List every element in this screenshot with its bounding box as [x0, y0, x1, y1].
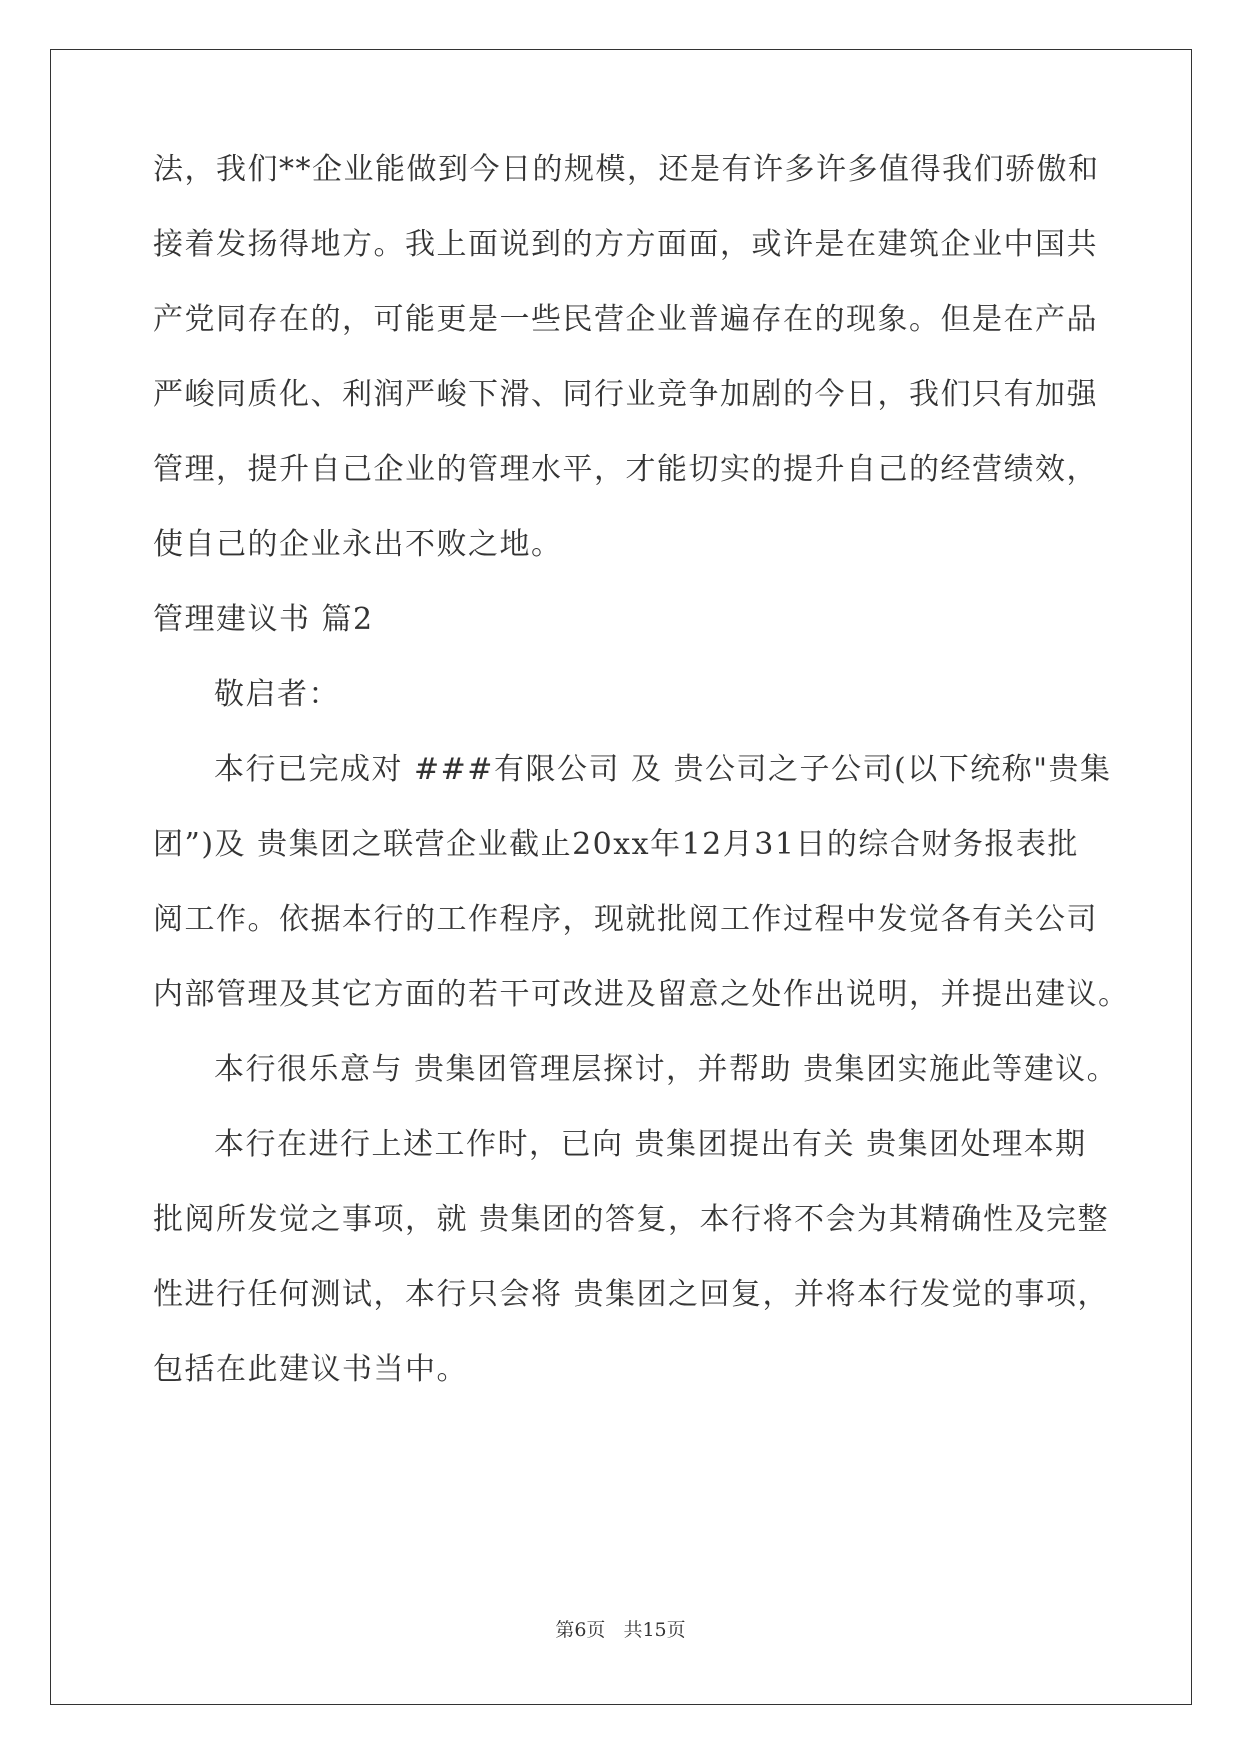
- paragraph-line: 法，我们**企业能做到今日的规模，还是有许多许多值得我们骄傲和: [153, 152, 1100, 187]
- paragraph-line: 阅工作。依据本行的工作程序，现就批阅工作过程中发觉各有关公司: [153, 902, 1098, 937]
- paragraph-line: 本行已完成对 ###有限公司 及 贵公司之子公司(以下统称"贵集: [214, 752, 1112, 787]
- paragraph-line: 使自己的企业永出不败之地。: [153, 527, 563, 562]
- paragraph-line: 管理，提升自己企业的管理水平，才能切实的提升自己的经营绩效，: [153, 452, 1098, 487]
- paragraph-line: 团”)及 贵集团之联营企业截止20xx年12月31日的综合财务报表批: [153, 827, 1079, 862]
- paragraph-line: 接着发扬得地方。我上面说到的方方面面，或许是在建筑企业中国共: [153, 227, 1098, 262]
- page-total: 共15页: [623, 1619, 686, 1641]
- paragraph-line: 产党同存在的，可能更是一些民营企业普遍存在的现象。但是在产品: [153, 302, 1098, 337]
- page-number: 第6页: [555, 1619, 606, 1641]
- page-border: [50, 49, 1192, 1705]
- page-footer: [0, 1618, 1241, 1642]
- paragraph-line: 本行很乐意与 贵集团管理层探讨，并帮助 贵集团实施此等建议。: [214, 1052, 1119, 1087]
- paragraph-line: 本行在进行上述工作时，已向 贵集团提出有关 贵集团处理本期: [214, 1127, 1087, 1162]
- salutation: 敬启者：: [214, 677, 340, 712]
- paragraph-line: 严峻同质化、利润严峻下滑、同行业竞争加剧的今日，我们只有加强: [153, 377, 1098, 412]
- paragraph-line: 性进行任何测试，本行只会将 贵集团之回复，并将本行发觉的事项，: [153, 1277, 1110, 1312]
- paragraph-line: 批阅所发觉之事项，就 贵集团的答复，本行将不会为其精确性及完整: [153, 1202, 1110, 1237]
- paragraph-line: 内部管理及其它方面的若干可改进及留意之处作出说明，并提出建议。: [153, 977, 1130, 1012]
- section-heading: 管理建议书 篇2: [153, 602, 374, 637]
- paragraph-line: 包括在此建议书当中。: [153, 1352, 468, 1387]
